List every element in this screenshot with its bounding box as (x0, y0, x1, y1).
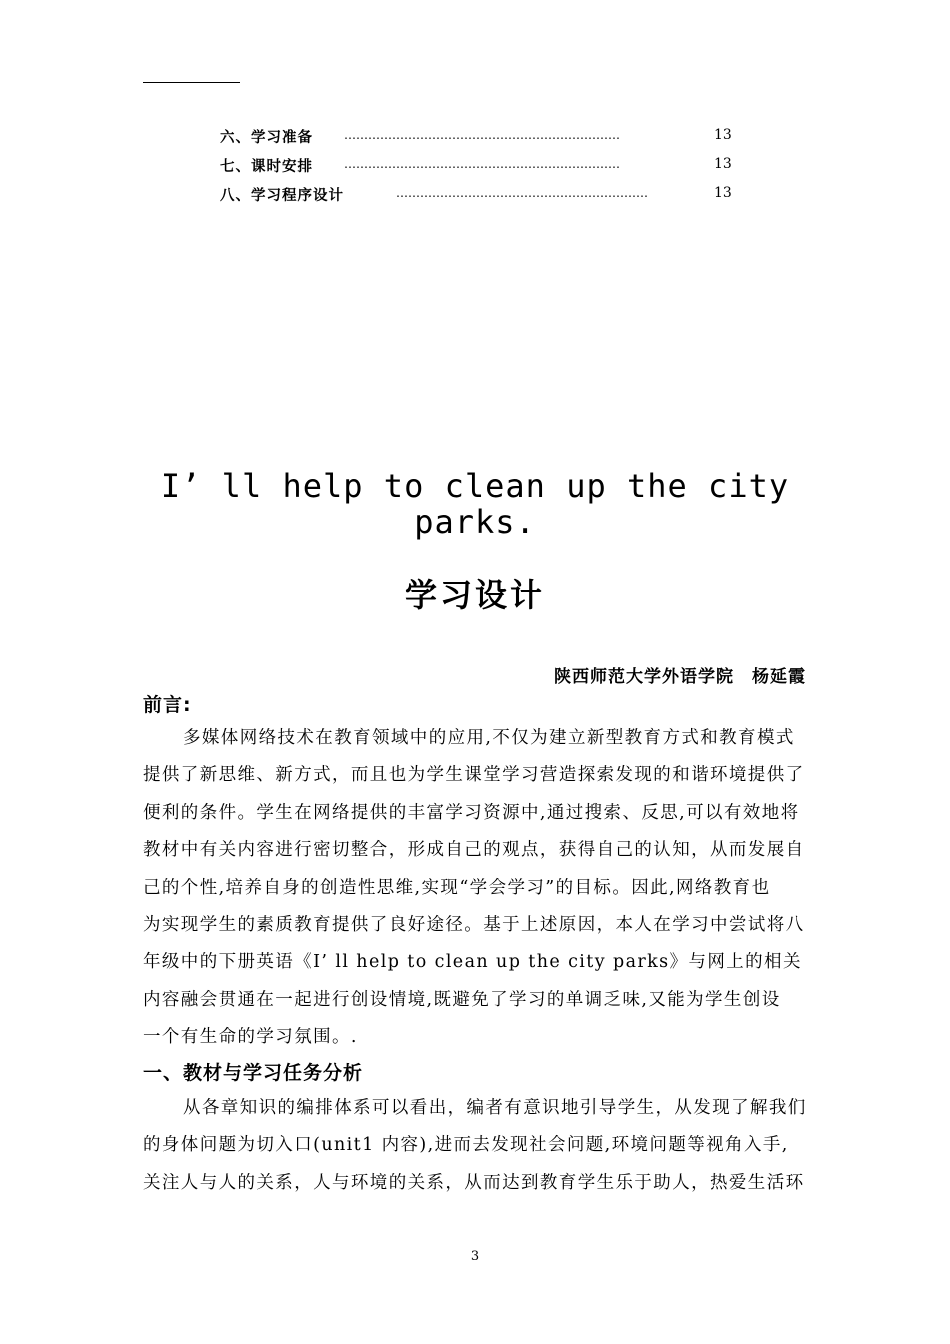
toc-entry[interactable] (220, 155, 740, 184)
text-line: 提供了新思维、新方式，而且也为学生课堂学习营造探索发现的和谐环境提供了 (143, 765, 805, 786)
text-line: 为实现学生的素质教育提供了良好途径。基于上述原因，本人在学习中尝试将八 (143, 914, 805, 935)
text-line: 便利的条件。学生在网络提供的丰富学习资源中,通过搜索、反思,可以有效地将 (143, 802, 800, 823)
toc-page-number: 13 (714, 127, 732, 143)
section-paragraph (143, 1090, 811, 1202)
text-line: 多媒体网络技术在教育领域中的应用,不仅为建立新型教育方式和教育模式 (183, 728, 795, 748)
toc-entry-label: 七、课时安排 (220, 159, 313, 175)
page-number: 3 (470, 1249, 480, 1264)
toc-leader-dots: ……………………………………………………… (396, 186, 648, 200)
english-title-line: I’ ll help to clean up the city (160, 467, 790, 505)
toc-entry-label: 八、学习程序设计 (220, 188, 344, 204)
english-title (150, 468, 800, 540)
toc-entry[interactable] (220, 184, 740, 213)
toc-page-number: 13 (714, 156, 732, 172)
preface-paragraph (143, 720, 811, 1057)
preface-heading: 前言: (143, 694, 192, 716)
author-line: 陕西师范大学外语学院 杨延霞 (554, 667, 806, 687)
text-line: 一个有生命的学习氛围。. (143, 1027, 358, 1048)
toc-entry[interactable] (220, 126, 740, 155)
table-of-contents (220, 126, 740, 213)
text-line: 从各章知识的编排体系可以看出，编者有意识地引导学生，从发现了解我们 (183, 1098, 807, 1118)
toc-entry-label: 六、学习准备 (220, 130, 313, 146)
text-line: 内容融会贯通在一起进行创设情境,既避免了学习的单调乏味,又能为学生创设 (143, 989, 781, 1010)
toc-page-number: 13 (714, 185, 732, 201)
text-line: 关注人与人的关系，人与环境的关系，从而达到教育学生乐于助人，热爱生活环 (143, 1172, 805, 1193)
toc-leader-dots: …………………………………………………………… (344, 128, 620, 142)
text-line: 教材中有关内容进行密切整合，形成自己的观点，获得自己的认知，从而发展自 (143, 840, 805, 861)
text-line: 的身体问题为切入口(unit1 内容),进而去发现社会问题,环境问题等视角入手, (143, 1135, 789, 1156)
section-heading: 一、教材与学习任务分析 (143, 1062, 364, 1084)
chinese-title: 学习设计 (404, 576, 545, 614)
text-line: 己的个性,培养自身的创造性思维,实现“学会学习”的目标。因此,网络教育也 (143, 877, 771, 898)
english-title-line: parks. (414, 503, 536, 541)
text-line: 年级中的下册英语《I’ ll help to clean up the city parks》与网上的相关 (143, 952, 802, 973)
toc-leader-dots: …………………………………………………………… (344, 157, 620, 171)
footnote-rule (143, 82, 240, 83)
